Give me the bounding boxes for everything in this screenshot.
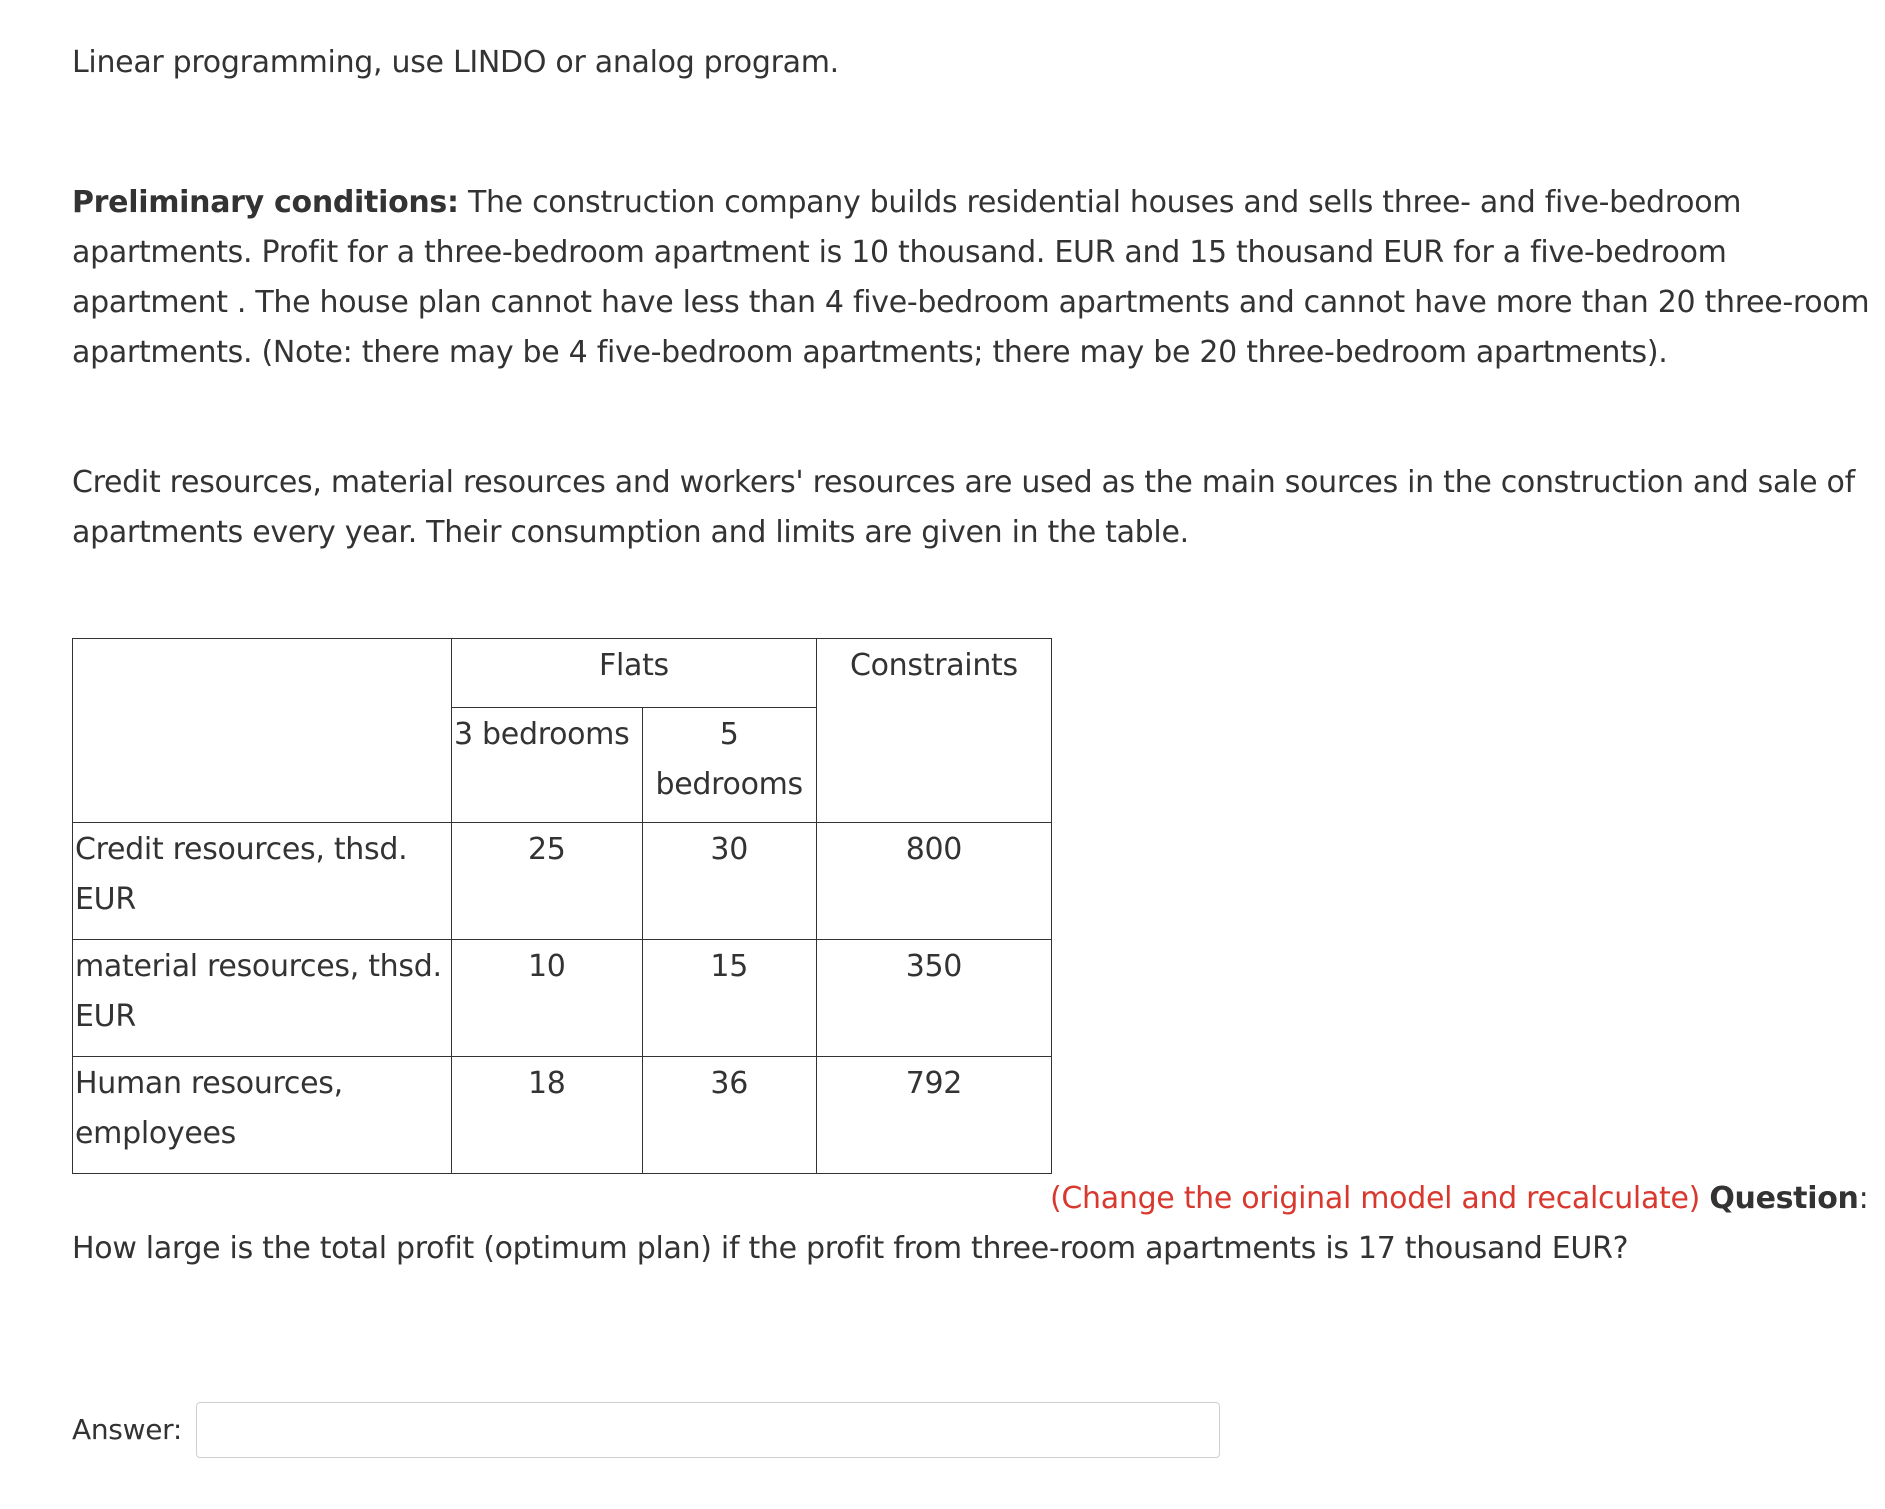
answer-input[interactable] — [196, 1402, 1220, 1458]
header-three-bedrooms: 3 bedrooms — [452, 708, 643, 823]
table-row — [73, 823, 1052, 940]
header-five-bedrooms: 5 bedrooms — [642, 708, 816, 823]
preliminary-conditions — [72, 178, 1872, 378]
question-header — [72, 1174, 1872, 1224]
cell-three-bedrooms: 25 — [452, 823, 643, 940]
answer-label: Answer: — [72, 1413, 182, 1446]
row-label: Credit resources, thsd. EUR — [73, 823, 452, 940]
intro-text: Linear programming, use LINDO or analog program. — [72, 45, 839, 80]
cell-three-bedrooms: 18 — [452, 1057, 643, 1174]
row-label: Human resources, employees — [73, 1057, 452, 1174]
cell-constraint: 800 — [816, 823, 1051, 940]
header-flats: Flats — [452, 639, 817, 708]
cell-three-bedrooms: 10 — [452, 940, 643, 1057]
question-label: Question — [1709, 1181, 1859, 1216]
conditions-label: Preliminary conditions: — [72, 185, 459, 220]
header-constraints: Constraints — [816, 639, 1051, 823]
table-corner-cell — [73, 639, 452, 823]
recalculate-note: (Change the original model and recalculate) — [1050, 1181, 1701, 1216]
question-colon: : — [1858, 1181, 1869, 1216]
answer-row — [72, 1402, 1872, 1458]
table-header-row — [73, 639, 1052, 708]
table-row — [73, 1057, 1052, 1174]
conditions-text: The construction company builds residential houses and sells three- and five-bedroom apartments. Profit for a three-bedroom apartment is 10 thousand. EUR and 15 thousand EUR for a five-bedroom apartment . The house plan cannot have less than 4 five-bedroom apartments and cannot have more than 20 three-room apartments. (Note: there may be 4 five-bedroom apartments; there may be 20 three-bedroom apartments). — [72, 185, 1870, 370]
cell-five-bedrooms: 36 — [642, 1057, 816, 1174]
resources-table-wrap — [72, 638, 1052, 1174]
question-content — [72, 38, 1872, 1458]
resources-text: Credit resources, material resources and workers' resources are used as the main sources in the construction and sale of apartments every year. Their consumption and limits are given in the table. — [72, 465, 1855, 550]
row-label: material resources, thsd. EUR — [73, 940, 452, 1057]
cell-five-bedrooms: 30 — [642, 823, 816, 940]
cell-five-bedrooms: 15 — [642, 940, 816, 1057]
table-row — [73, 940, 1052, 1057]
cell-constraint: 792 — [816, 1057, 1051, 1174]
resources-table — [72, 638, 1052, 1174]
cell-constraint: 350 — [816, 940, 1051, 1057]
question-text: How large is the total profit (optimum plan) if the profit from three-room apartments is 17 thousand EUR? — [72, 1231, 1629, 1266]
